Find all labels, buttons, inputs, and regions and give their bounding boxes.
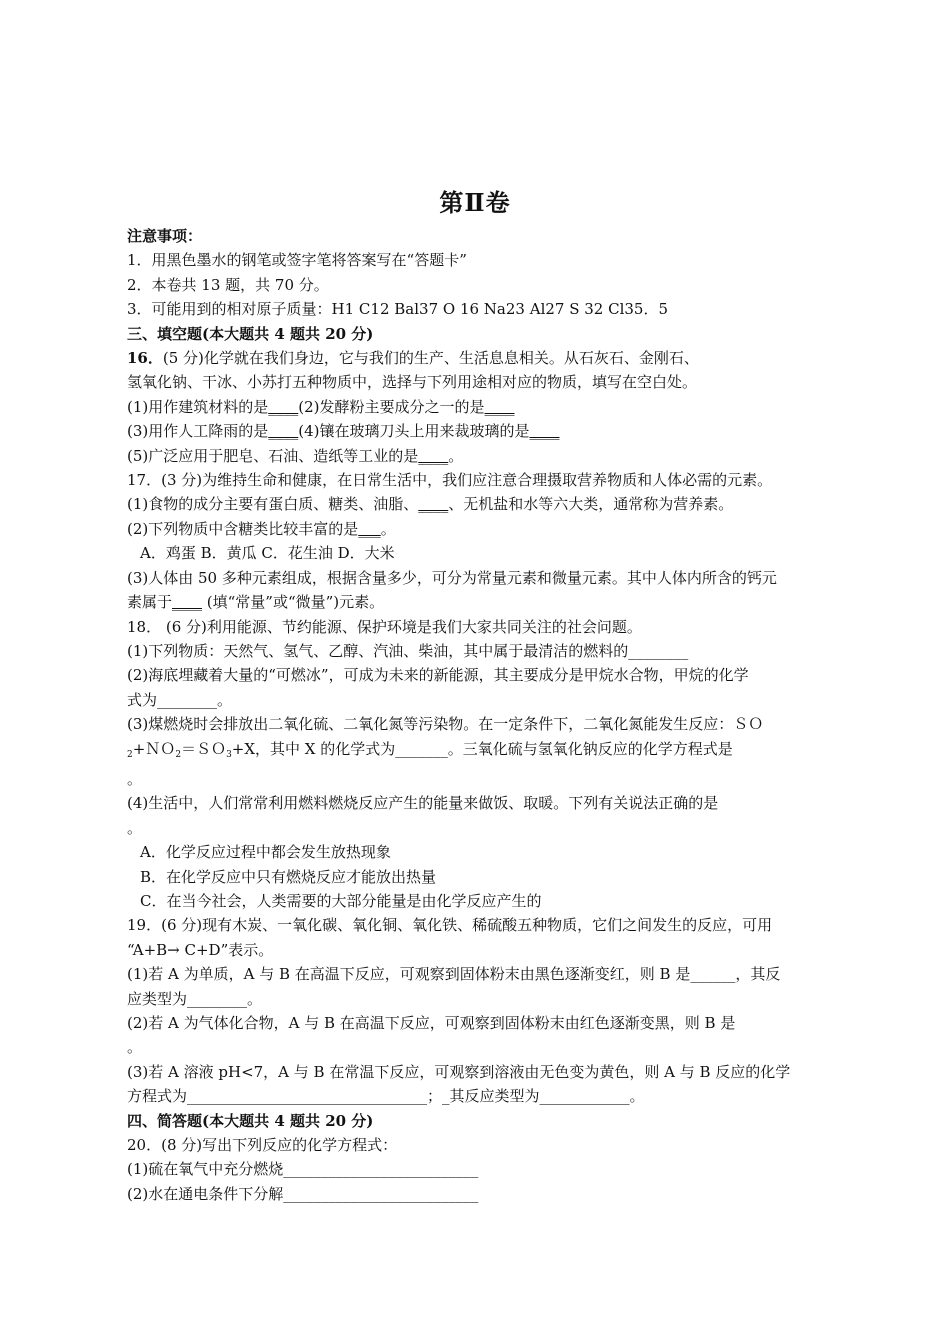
subscript: 3 bbox=[226, 749, 232, 760]
answer-blank[interactable]: ____ bbox=[529, 422, 560, 441]
question-19-part: 。 bbox=[127, 1038, 143, 1057]
question-16-part bbox=[127, 444, 833, 468]
question-16-intro-cont: 氢氧化钠、干冰、小苏打五种物质中，选择与下列用途相对应的物质，填写在空白处。 bbox=[127, 373, 698, 392]
question-16-part bbox=[127, 419, 833, 443]
question-18-option: B．在化学反应中只有燃烧反应才能放出热量 bbox=[140, 867, 437, 886]
question-18-option: C．在当今社会，人类需要的大部分能量是由化学反应产生的 bbox=[140, 891, 542, 910]
question-18-part: 。 bbox=[127, 818, 143, 837]
question-20-part: (2)水在通电条件下分解__________________________ bbox=[127, 1184, 479, 1203]
answer-blank[interactable]: ____ bbox=[268, 422, 299, 441]
question-text: 、无机盐和水等六大类，通常称为营养素。 bbox=[448, 495, 734, 514]
question-text: (5)广泛应用于肥皂、石油、造纸等工业的是 bbox=[127, 446, 419, 465]
question-18-part: (3)煤燃烧时会排放出二氧化硫、二氧化氮等污染物。在一定条件下，二氧化氮能发生反应：ＳＯ bbox=[127, 715, 764, 734]
exam-content bbox=[127, 224, 833, 1206]
question-17-intro: 17．(3 分)为维持生命和健康，在日常生活中，我们应注意合理摄取营养物质和人体必需的元素。 bbox=[127, 471, 773, 490]
question-text: (2)发酵粉主要成分之一的是 bbox=[298, 397, 485, 416]
question-18-intro: 18． (6 分)利用能源、节约能源、保护环境是我们大家共同关注的社会问题。 bbox=[127, 617, 642, 636]
question-text: +X，其中 X 的化学式为_______。三氧化硫与氢氧化钠反应的化学方程式是 bbox=[231, 739, 733, 758]
question-text: (4)镶在玻璃刀头上用来裁玻璃的是 bbox=[298, 422, 530, 441]
question-18-part: (1)下列物质：天然气、氢气、乙醇、汽油、柴油，其中属于最清洁的燃料的________ bbox=[127, 641, 689, 660]
question-17-part bbox=[127, 492, 833, 516]
question-text: (2)下列物质中含糖类比较丰富的是 bbox=[127, 519, 359, 538]
section-heading: 三、填空题(本大题共 4 题共 20 分) bbox=[127, 324, 374, 343]
question-18-option: A．化学反应过程中都会发生放热现象 bbox=[140, 843, 391, 862]
question-17-part bbox=[127, 517, 833, 541]
notice-heading: 注意事项： bbox=[127, 227, 203, 245]
question-19-intro: 19．(6 分)现有木炭、一氧化碳、氧化铜、氧化铁、稀硫酸五种物质，它们之间发生的反应，可用 bbox=[127, 916, 773, 935]
question-17-options: A．鸡蛋 B．黄瓜 C．花生油 D．大米 bbox=[140, 544, 395, 563]
question-number: 16． bbox=[127, 349, 163, 368]
question-19-part: 方程式为________________________________；_其反应类型为____________。 bbox=[127, 1087, 645, 1106]
question-text: +ＮＯ bbox=[132, 739, 176, 758]
question-text: (5 分)化学就在我们身边，它与我们的生产、生活息息相关。从石灰石、金刚石、 bbox=[162, 349, 699, 368]
question-text: (填“常量”或“微量”)元素。 bbox=[202, 593, 385, 612]
subscript: 2 bbox=[175, 749, 182, 760]
question-20-intro: 20．(8 分)写出下列反应的化学方程式： bbox=[127, 1136, 398, 1155]
question-20-part: (1)硫在氧气中充分燃烧__________________________ bbox=[127, 1160, 479, 1179]
question-text: 。 bbox=[380, 519, 396, 538]
page-title: 第Ⅱ卷 bbox=[439, 188, 511, 217]
question-text: (1)用作建筑材料的是 bbox=[127, 397, 269, 416]
question-18-part: (4)生活中，人们常常利用燃料燃烧反应产生的能量来做饭、取暖。下列有关说法正确的是 bbox=[127, 794, 719, 813]
answer-blank[interactable]: ____ bbox=[418, 495, 449, 514]
question-text: 素属于 bbox=[127, 593, 173, 612]
answer-blank[interactable]: ___ bbox=[358, 519, 381, 538]
notice-item: 1．用黑色墨水的钢笔或签字笔将答案写在“答题卡” bbox=[127, 251, 467, 270]
question-18-part: (2)海底埋藏着大量的“可燃冰”，可成为未来的新能源，其主要成分是甲烷水合物，甲烷的化学 bbox=[127, 666, 749, 685]
question-19-part: (2)若 A 为气体化合物，A 与 B 在高温下反应，可观察到固体粉末由红色逐渐变黑，则 B 是 bbox=[127, 1014, 736, 1032]
question-text: ＝ＳＯ bbox=[181, 739, 227, 758]
question-17-part bbox=[127, 590, 833, 614]
answer-blank[interactable]: ____ bbox=[172, 593, 203, 612]
question-17-part: (3)人体由 50 多种元素组成，根据含量多少，可分为常量元素和微量元素。其中人体内所含的钙元 bbox=[127, 568, 777, 587]
question-text: (1)食物的成分主要有蛋白质、糖类、油脂、 bbox=[127, 495, 419, 514]
question-16-intro bbox=[127, 346, 833, 370]
question-18-part bbox=[127, 737, 833, 767]
question-18-part: 。 bbox=[127, 769, 143, 788]
question-19-intro-cont: “A+B→ C+D”表示。 bbox=[127, 940, 274, 959]
subscript: 2 bbox=[127, 749, 133, 760]
section-heading: 四、简答题(本大题共 4 题共 20 分) bbox=[127, 1111, 374, 1130]
question-16-part bbox=[127, 395, 833, 419]
question-19-part: 应类型为________。 bbox=[127, 989, 263, 1008]
answer-blank[interactable]: ____ bbox=[484, 397, 515, 416]
question-19-part: (3)若 A 溶液 pH<7，A 与 B 在常温下反应，可观察到溶液由无色变为黄色，则 A 与 B 反应的化学 bbox=[127, 1062, 791, 1081]
answer-blank[interactable]: ____ bbox=[268, 397, 299, 416]
question-18-part: 式为________。 bbox=[127, 690, 233, 709]
notice-item: 3．可能用到的相对原子质量：H1 C12 Bal37 O 16 Na23 Al27 S 32 Cl35．5 bbox=[127, 300, 669, 319]
question-text: (3)用作人工降雨的是 bbox=[127, 422, 269, 441]
question-19-part: (1)若 A 为单质，A 与 B 在高温下反应，可观察到固体粉末由黑色逐渐变红，则 B 是______，其反 bbox=[127, 965, 781, 984]
notice-item: 2．本卷共 13 题，共 70 分。 bbox=[127, 275, 329, 294]
question-text: 。 bbox=[448, 446, 464, 465]
answer-blank[interactable]: ____ bbox=[418, 446, 449, 465]
